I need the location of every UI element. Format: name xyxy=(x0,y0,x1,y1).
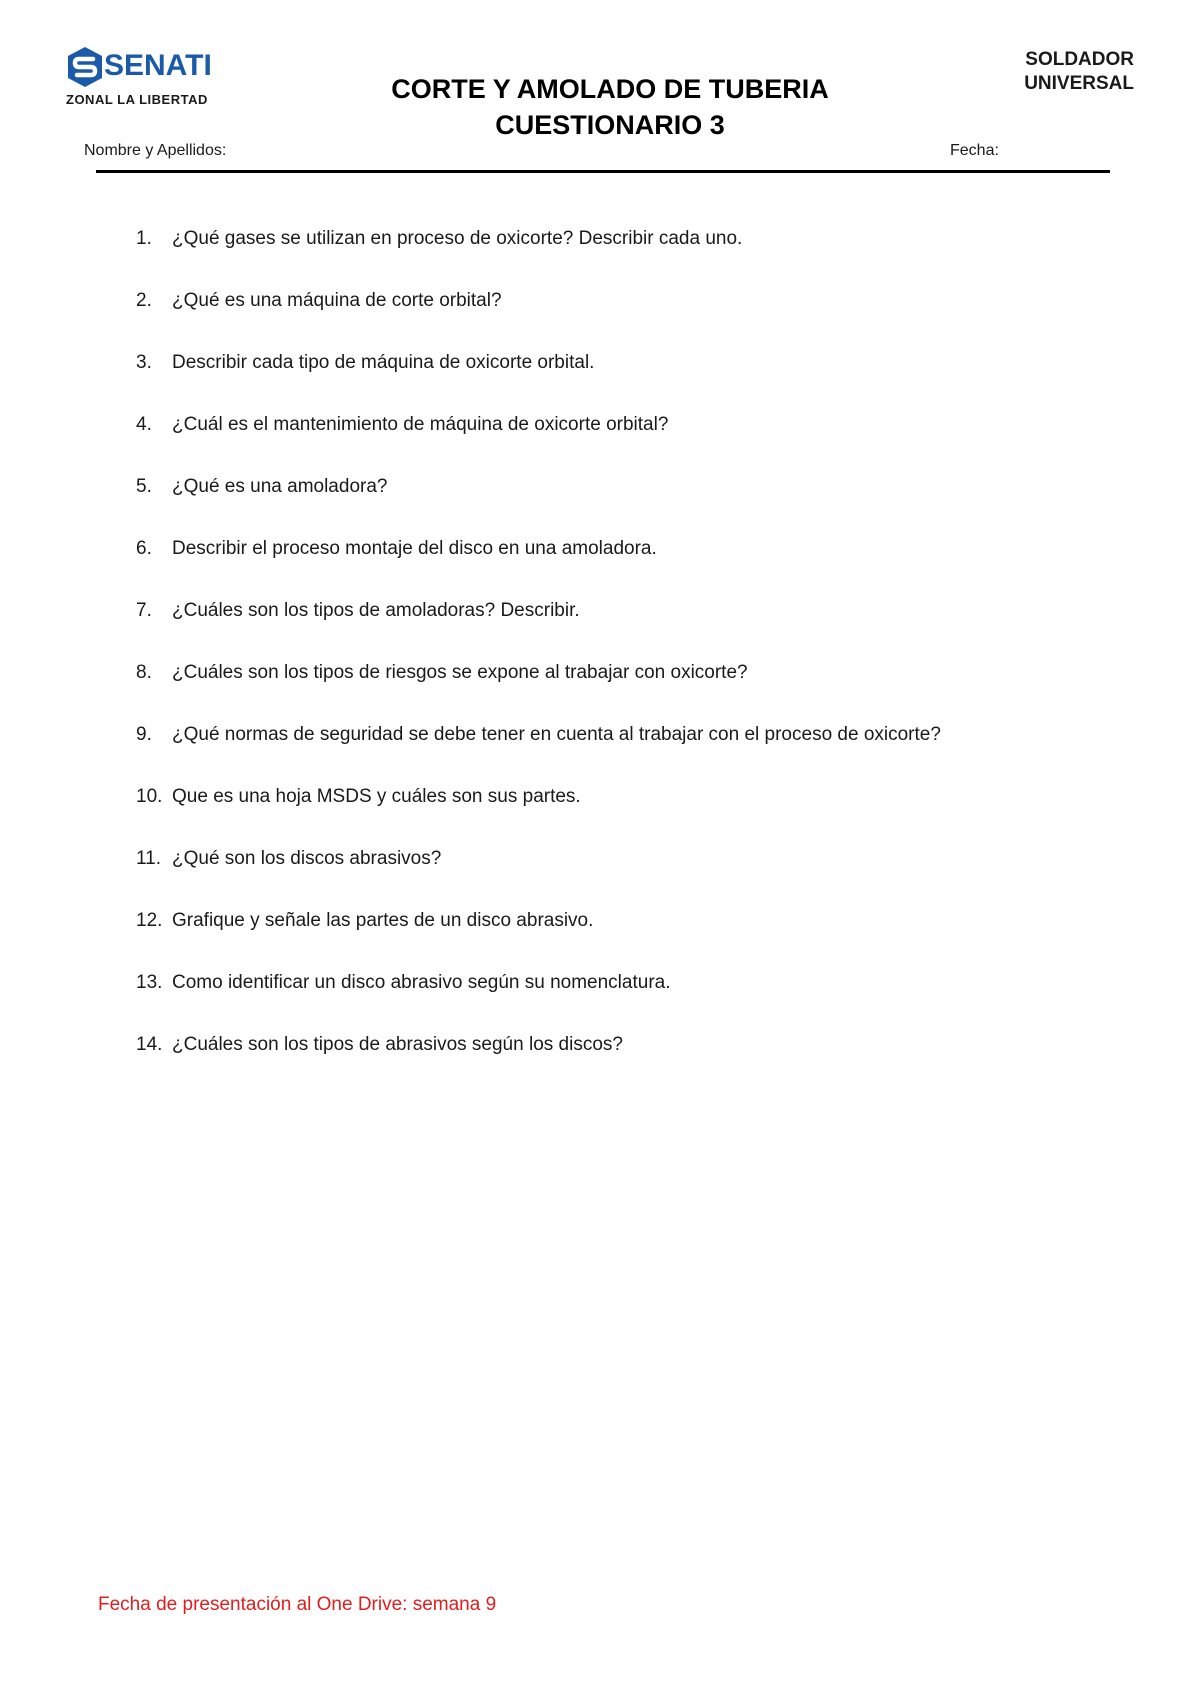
date-field-label: Fecha: xyxy=(950,142,999,159)
question-item xyxy=(136,906,941,968)
question-text: ¿Qué es una amoladora? xyxy=(172,476,388,497)
question-number: 11. xyxy=(136,848,162,869)
question-item xyxy=(136,596,941,658)
question-number: 7. xyxy=(136,600,152,621)
question-text: Grafique y señale las partes de un disco abrasivo. xyxy=(172,910,594,931)
question-number: 13. xyxy=(136,972,163,993)
document-title: CORTE Y AMOLADO DE TUBERIA xyxy=(391,74,829,104)
question-number: 3. xyxy=(136,352,152,373)
question-text: ¿Cuáles son los tipos de abrasivos según los discos? xyxy=(172,1034,623,1055)
question-text: ¿Cuáles son los tipos de amoladoras? Describir. xyxy=(172,600,580,621)
question-item xyxy=(136,782,941,844)
senati-logo-icon xyxy=(62,44,108,90)
question-text: Como identificar un disco abrasivo según su nomenclatura. xyxy=(172,972,671,993)
question-number: 4. xyxy=(136,414,152,435)
question-text: ¿Qué normas de seguridad se debe tener en cuenta al trabajar con el proceso de oxicorte? xyxy=(172,724,941,745)
question-number: 2. xyxy=(136,290,152,311)
logo-subtitle: ZONAL LA LIBERTAD xyxy=(66,92,208,107)
question-item xyxy=(136,410,941,472)
name-field-label: Nombre y Apellidos: xyxy=(84,142,227,159)
question-number: 14. xyxy=(136,1034,163,1055)
question-number: 12. xyxy=(136,910,163,931)
question-text: ¿Qué gases se utilizan en proceso de oxicorte? Describir cada uno. xyxy=(172,228,743,249)
question-item xyxy=(136,534,941,596)
question-item xyxy=(136,348,941,410)
question-number: 5. xyxy=(136,476,152,497)
question-text: ¿Cuáles son los tipos de riesgos se expone al trabajar con oxicorte? xyxy=(172,662,748,683)
question-item xyxy=(136,472,941,534)
question-item xyxy=(136,844,941,906)
question-number: 1. xyxy=(136,228,152,249)
question-item xyxy=(136,1030,941,1092)
logo-wordmark: SENATI xyxy=(104,49,212,82)
question-text: Que es una hoja MSDS y cuáles son sus partes. xyxy=(172,786,581,807)
question-text: Describir cada tipo de máquina de oxicorte orbital. xyxy=(172,352,595,373)
header-divider xyxy=(96,170,1110,173)
question-item xyxy=(136,224,941,286)
document-subtitle: CUESTIONARIO 3 xyxy=(495,110,725,140)
question-text: ¿Cuál es el mantenimiento de máquina de oxicorte orbital? xyxy=(172,414,669,435)
question-number: 8. xyxy=(136,662,152,683)
trade-line-2: UNIVERSAL xyxy=(1024,73,1134,94)
senati-logo xyxy=(62,44,222,108)
question-text: Describir el proceso montaje del disco en una amoladora. xyxy=(172,538,657,559)
trade-label xyxy=(1024,48,1134,96)
question-list xyxy=(136,224,941,1092)
question-item xyxy=(136,968,941,1030)
question-number: 10. xyxy=(136,786,163,807)
question-item xyxy=(136,286,941,348)
question-text: ¿Qué son los discos abrasivos? xyxy=(172,848,442,869)
submission-note: Fecha de presentación al One Drive: semana 9 xyxy=(98,1594,497,1615)
question-number: 9. xyxy=(136,724,152,745)
trade-line-1: SOLDADOR xyxy=(1025,49,1134,70)
question-item xyxy=(136,658,941,720)
question-text: ¿Qué es una máquina de corte orbital? xyxy=(172,290,502,311)
question-number: 6. xyxy=(136,538,152,559)
question-item xyxy=(136,720,941,782)
